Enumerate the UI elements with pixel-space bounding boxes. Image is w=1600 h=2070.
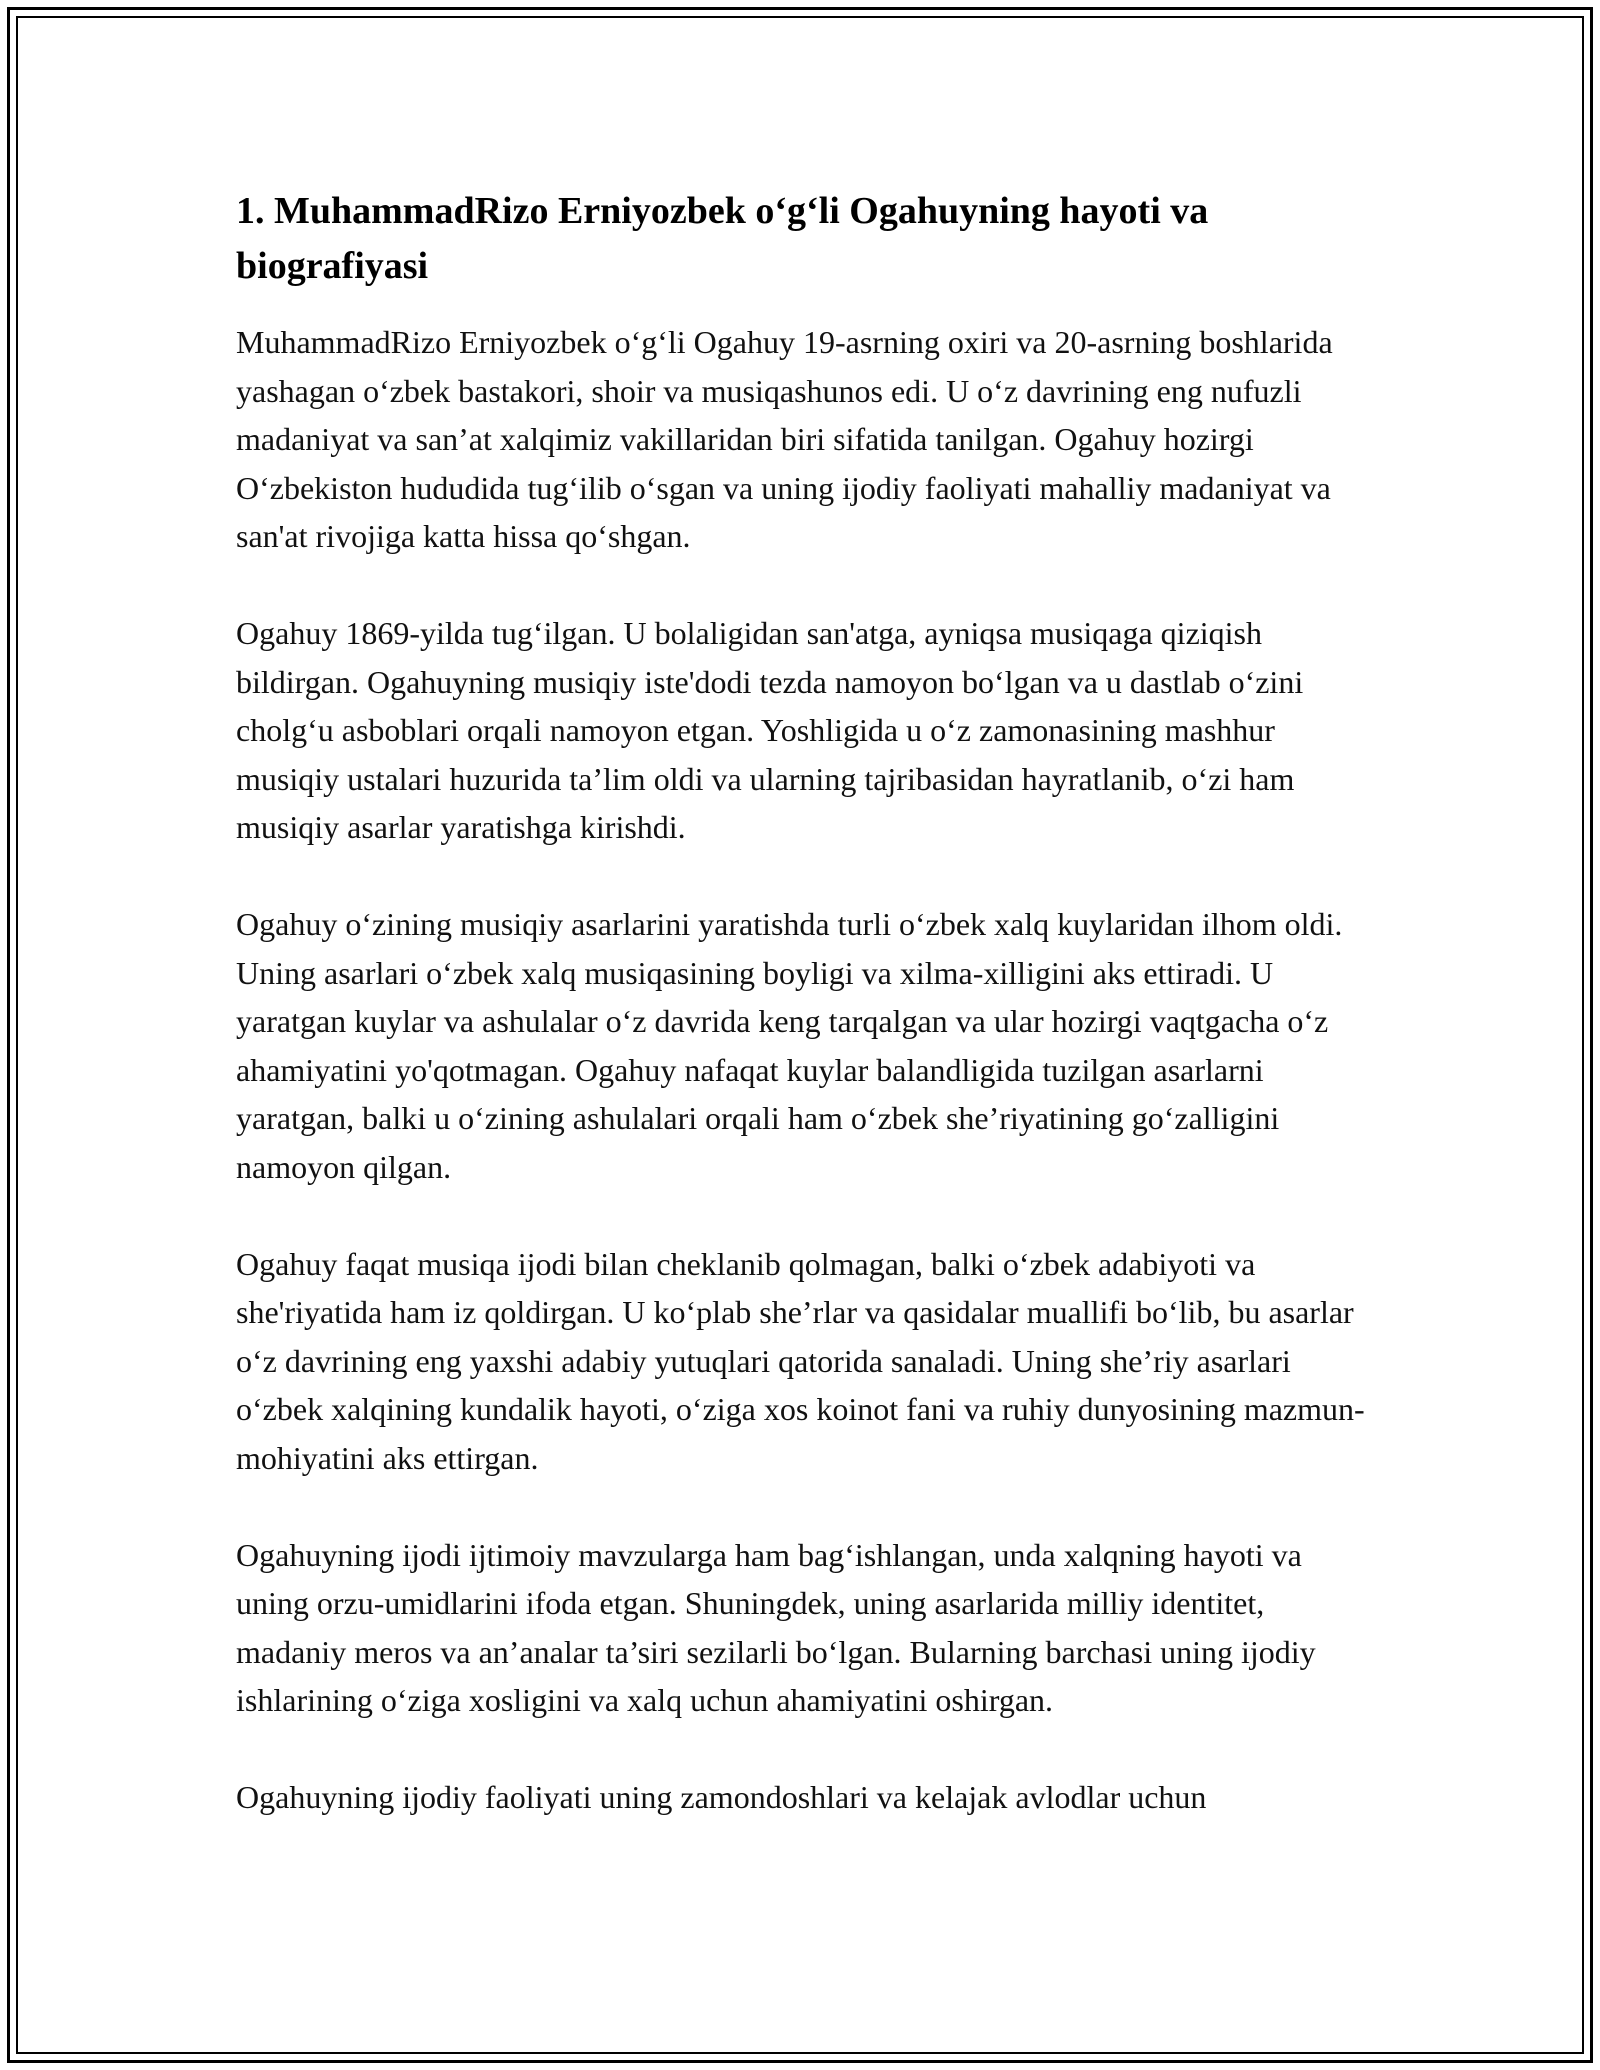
paragraph-1: MuhammadRizo Erniyozbek o‘g‘li Ogahuy 19-asrning oxiri va 20-asrning boshlarida yashagan o‘zbek bastakori, shoir va musiqashunos edi. U o‘z davrining eng nufuzli madaniyat va san’at xalqimiz vakillaridan biri sifatida tanilgan. Ogahuy hozirgi O‘zbekiston hududida tug‘ilib o‘sgan va uning ijodiy faoliyati mahalliy madaniyat va san'at rivojiga katta hissa qo‘shgan.: [236, 324, 1333, 554]
paragraph-5: Ogahuyning ijodi ijtimoiy mavzularga ham bag‘ishlangan, unda xalqning hayoti va uning orzu-umidlarini ifoda etgan. Shuningdek, uning asarlarida milliy identitet, madaniy meros va an’analar ta’siri sezilarli bo‘lgan. Bularning barchasi uning ijodiy ishlarining o‘ziga xosligini va xalq uchun ahamiyatini oshirgan.: [236, 1536, 1316, 1718]
paragraph-4: Ogahuy faqat musiqa ijodi bilan cheklanib qolmagan, balki o‘zbek adabiyoti va she'riyatida ham iz qoldirgan. U ko‘plab she’rlar va qasidalar muallifi bo‘lib, bu asarlar o‘z davrining eng yaxshi adabiy yutuqlari qatorida sanaladi. Uning she’riy asarlari o‘zbek xalqining kundalik hayoti, o‘ziga xos koinot fani va ruhiy dunyosining mazmun-mohiyatini aks ettirgan.: [236, 1245, 1365, 1476]
section-heading: 1. MuhammadRizo Erniyozbek o‘g‘li Ogahuyning hayoti va biografiyasi: [236, 190, 1209, 287]
paragraph-3: Ogahuy o‘zining musiqiy asarlarini yaratishda turli o‘zbek xalq kuylaridan ilhom oldi. Uning asarlari o‘zbek xalq musiqasining boyligi va xilma-xilligini aks ettiradi. U yaratgan kuylar va ashulalar o‘z davrida keng tarqalgan va ular hozirgi vaqtgacha o‘z ahamiyatini yo'qotmagan. Ogahuy nafaqat kuylar balandligida tuzilgan asarlarni yaratgan, balki u o‘zining ashulalari orqali ham o‘zbek she’riyatining go‘zalligini namoyon qilgan.: [236, 906, 1343, 1185]
paragraph-2: Ogahuy 1869-yilda tug‘ilgan. U bolaligidan san'atga, ayniqsa musiqaga qiziqish bildirgan. Ogahuyning musiqiy iste'dodi tezda namoyon bo‘lgan va u dastlab o‘zini cholg‘u asboblari orqali namoyon etgan. Yoshligida u o‘z zamonasining mashhur musiqiy ustalari huzurida ta’lim oldi va ularning tajribasidan hayratlanib, o‘zi ham musiqiy asarlar yaratishga kirishdi.: [236, 615, 1304, 845]
document-body: [236, 184, 1372, 1822]
paragraph-6: Ogahuyning ijodiy faoliyati uning zamondoshlari va kelajak avlodlar uchun: [236, 1779, 1207, 1815]
